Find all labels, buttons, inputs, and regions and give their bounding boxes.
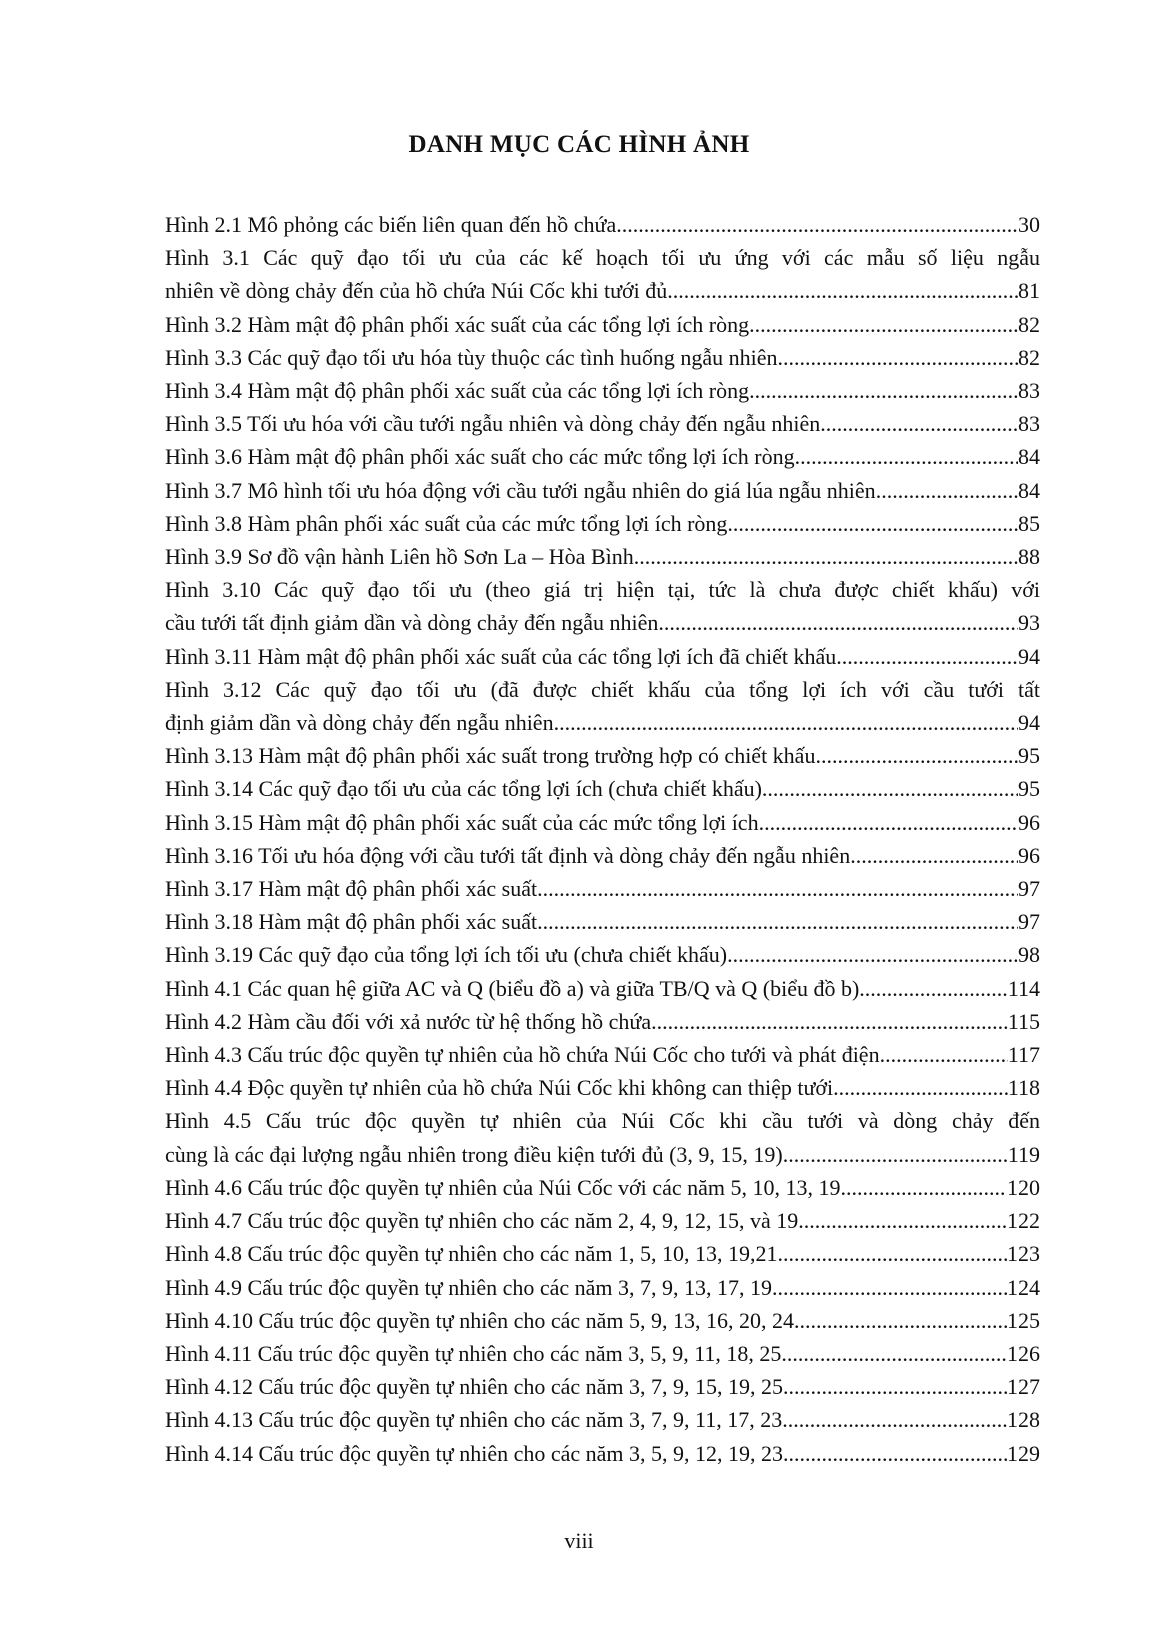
figure-entry-page: 127	[1007, 1374, 1040, 1400]
figure-entry-row	[165, 905, 1040, 938]
dot-leader	[554, 706, 1018, 739]
figure-entry	[165, 872, 1040, 905]
figure-entry-caption-line: Hình 3.10 Các quỹ đạo tối ưu (theo giá trị hiện tại, tức là chưa được chiết khấu) với	[165, 577, 1040, 603]
figure-entry-caption-line: Hình 3.12 Các quỹ đạo tối ưu (đã được chiết khấu của tổng lợi ích với cầu tưới tất	[165, 676, 1040, 702]
figure-entry-row	[165, 274, 1040, 307]
figure-entry-page: 84	[1018, 477, 1040, 503]
figure-entry-row	[165, 1138, 1040, 1171]
figure-entry-caption: định giảm dần và dòng chảy đến ngẫu nhiên	[165, 710, 554, 736]
figure-entry-page: 95	[1018, 776, 1040, 802]
figure-entry-row	[165, 374, 1040, 407]
figure-entry-caption: Hình 4.12 Cấu trúc độc quyền tự nhiên cho các năm 3, 7, 9, 15, 19, 25	[165, 1374, 784, 1400]
figure-entry-row	[165, 1071, 1040, 1104]
dot-leader	[783, 1437, 1007, 1470]
figure-entry-row	[165, 1437, 1040, 1470]
figure-entry-row	[165, 1237, 1040, 1270]
figure-entry-caption-line: Hình 4.5 Cấu trúc độc quyền tự nhiên của Núi Cốc khi cầu tưới và dòng chảy đến	[165, 1108, 1040, 1134]
figure-entry-caption: cầu tưới tất định giảm dần và dòng chảy đến ngẫu nhiên	[165, 610, 659, 636]
figure-entry	[165, 1005, 1040, 1038]
figure-entry-caption: Hình 3.5 Tối ưu hóa với cầu tưới ngẫu nhiên và dòng chảy đến ngẫu nhiên	[165, 411, 821, 437]
dot-leader	[840, 1171, 1007, 1204]
figure-entry-page: 118	[1007, 1075, 1040, 1101]
figure-entry-page: 94	[1018, 643, 1040, 669]
dot-leader	[798, 1204, 1007, 1237]
figure-entry	[165, 905, 1040, 938]
figure-entry-page: 93	[1018, 610, 1040, 636]
figure-entry-row	[165, 341, 1040, 374]
figure-entry-row	[165, 1370, 1040, 1403]
figure-entry-page: 83	[1018, 411, 1040, 437]
figure-entry-row	[165, 806, 1040, 839]
figure-entry-page: 97	[1018, 909, 1040, 935]
dot-leader	[634, 540, 1018, 573]
figure-entry-row	[165, 706, 1040, 739]
figure-entry-caption: Hình 3.14 Các quỹ đạo tối ưu của các tổng lợi ích (chưa chiết khấu)	[165, 776, 762, 802]
figure-entry-caption: Hình 3.6 Hàm mật độ phân phối xác suất cho các mức tổng lợi ích ròng	[165, 444, 795, 470]
dot-leader	[759, 806, 1018, 839]
figure-entry-page: 125	[1007, 1307, 1040, 1333]
figure-entry-row	[165, 440, 1040, 473]
figure-entry-page: 94	[1018, 710, 1040, 736]
figure-entry-row	[165, 839, 1040, 872]
dot-leader	[795, 440, 1018, 473]
figure-entry-row	[165, 772, 1040, 805]
figure-entry-page: 120	[1007, 1174, 1040, 1200]
figure-entry	[165, 1237, 1040, 1270]
dot-leader	[850, 839, 1018, 872]
dot-leader	[783, 1370, 1007, 1403]
figure-entry-row	[165, 1204, 1040, 1237]
figure-entry	[165, 938, 1040, 971]
dot-leader	[658, 606, 1018, 639]
figure-entry-row	[165, 1337, 1040, 1370]
figure-entry	[165, 208, 1040, 241]
dot-leader	[778, 1237, 1007, 1270]
figure-entry-page: 81	[1018, 278, 1040, 304]
figure-entry-caption: Hình 3.13 Hàm mật độ phân phối xác suất trong trường hợp có chiết khấu	[165, 743, 816, 769]
figure-entry-page: 117	[1007, 1042, 1040, 1068]
figure-entry-page: 30	[1018, 212, 1040, 237]
dot-leader	[820, 407, 1018, 440]
figure-entry-row	[165, 1171, 1040, 1204]
figure-entry-caption: Hình 4.10 Cấu trúc độc quyền tự nhiên cho các năm 5, 9, 13, 16, 20, 24	[165, 1307, 795, 1333]
figure-entry	[165, 640, 1040, 673]
figure-entry-page: 96	[1018, 809, 1040, 835]
figure-entry	[165, 1204, 1040, 1237]
figure-entry-caption: Hình 3.16 Tối ưu hóa động với cầu tưới tất định và dòng chảy đến ngẫu nhiên	[165, 842, 851, 868]
figure-entry-row	[165, 872, 1040, 905]
figure-entry-page: 114	[1007, 975, 1040, 1001]
figure-entry-row	[165, 540, 1040, 573]
figure-entry-row	[165, 938, 1040, 971]
figure-entry	[165, 673, 1040, 739]
dot-leader	[876, 474, 1018, 507]
figure-entry-caption: Hình 3.11 Hàm mật độ phân phối xác suất của các tổng lợi ích đã chiết khấu	[165, 643, 837, 669]
figure-entry	[165, 972, 1040, 1005]
figure-entry	[165, 1104, 1040, 1170]
figure-entry-caption: Hình 3.8 Hàm phân phối xác suất của các mức tổng lợi ích ròng	[165, 510, 728, 536]
dot-leader	[616, 208, 1018, 241]
figure-entry-row	[165, 308, 1040, 341]
dot-leader	[781, 1337, 1007, 1370]
figure-entry-page: 98	[1018, 942, 1040, 968]
dot-leader	[836, 640, 1018, 673]
figure-entry	[165, 341, 1040, 374]
figure-entry-caption: Hình 3.17 Hàm mật độ phân phối xác suất	[165, 876, 538, 902]
figure-entry-caption: Hình 4.4 Độc quyền tự nhiên của hồ chứa Núi Cốc khi không can thiệp tưới	[165, 1075, 834, 1101]
figure-entry-row	[165, 507, 1040, 540]
figure-entry-page: 126	[1007, 1340, 1040, 1366]
figure-entry-caption-line: Hình 3.1 Các quỹ đạo tối ưu của các kế hoạch tối ưu ứng với các mẫu số liệu ngẫu	[165, 245, 1040, 271]
dot-leader	[749, 308, 1018, 341]
figure-entry-caption: Hình 3.2 Hàm mật độ phân phối xác suất của các tổng lợi ích ròng	[165, 311, 750, 337]
page-number: viii	[564, 1528, 594, 1553]
figure-entry-row	[165, 1005, 1040, 1038]
dot-leader	[880, 1038, 1008, 1071]
figure-entry	[165, 739, 1040, 772]
dot-leader	[859, 972, 1008, 1005]
dot-leader	[651, 1005, 1008, 1038]
dot-leader	[782, 1403, 1007, 1436]
figure-entry-caption: Hình 4.1 Các quan hệ giữa AC và Q (biểu đồ a) và giữa TB/Q và Q (biểu đồ b)	[165, 975, 860, 1001]
figure-entry-page: 82	[1018, 344, 1040, 370]
figure-entry-page: 124	[1007, 1274, 1040, 1300]
figure-entry-page: 115	[1007, 1008, 1040, 1034]
figure-entry	[165, 440, 1040, 473]
figure-entry	[165, 1171, 1040, 1204]
figure-entry-row	[165, 407, 1040, 440]
figure-entry-row	[165, 1403, 1040, 1436]
figure-entry	[165, 374, 1040, 407]
figure-entry-page: 122	[1007, 1208, 1040, 1234]
dot-leader	[667, 274, 1018, 307]
figure-entry-row	[165, 739, 1040, 772]
figure-entry-page: 83	[1018, 378, 1040, 404]
figure-entry-caption: Hình 3.3 Các quỹ đạo tối ưu hóa tùy thuộc các tình huống ngẫu nhiên	[165, 344, 778, 370]
figure-entry-page: 85	[1018, 510, 1040, 536]
figure-entry-caption: Hình 4.6 Cấu trúc độc quyền tự nhiên của Núi Cốc với các năm 5, 10, 13, 19	[165, 1174, 841, 1200]
figure-entry	[165, 573, 1040, 639]
dot-leader	[778, 341, 1018, 374]
figure-entry-row	[165, 972, 1040, 1005]
dot-leader	[794, 1304, 1007, 1337]
dot-leader	[833, 1071, 1008, 1104]
figure-entry	[165, 806, 1040, 839]
figure-entry-caption: Hình 4.11 Cấu trúc độc quyền tự nhiên cho các năm 3, 5, 9, 11, 18, 25	[165, 1340, 782, 1366]
figure-entry-caption: nhiên về dòng chảy đến của hồ chứa Núi Cốc khi tưới đủ	[165, 278, 668, 304]
figure-entry-caption: Hình 4.9 Cấu trúc độc quyền tự nhiên cho các năm 3, 7, 9, 13, 17, 19	[165, 1274, 773, 1300]
figure-entry-caption: Hình 3.19 Các quỹ đạo của tổng lợi ích tối ưu (chưa chiết khấu)	[165, 942, 728, 968]
dot-leader	[749, 374, 1018, 407]
figure-entry	[165, 1403, 1040, 1436]
figure-entry-page: 129	[1007, 1440, 1040, 1466]
figure-entry-row	[165, 1271, 1040, 1304]
page-title: DANH MỤC CÁC HÌNH ẢNH	[408, 131, 750, 158]
figure-entry	[165, 772, 1040, 805]
figure-entry-caption: Hình 4.7 Cấu trúc độc quyền tự nhiên cho các năm 2, 4, 9, 12, 15, và 19	[165, 1208, 799, 1234]
dot-leader	[815, 739, 1018, 772]
figure-entry-row	[165, 640, 1040, 673]
figure-entry-row	[165, 1038, 1040, 1071]
figure-entry-caption: Hình 3.9 Sơ đồ vận hành Liên hồ Sơn La – Hòa Bình	[165, 544, 634, 570]
figure-entry-page: 88	[1018, 544, 1040, 570]
figure-entry-row	[165, 606, 1040, 639]
figure-entry-row	[165, 474, 1040, 507]
figure-list	[165, 208, 1040, 1470]
figure-entry	[165, 474, 1040, 507]
dot-leader	[537, 905, 1018, 938]
figure-entry-caption: Hình 3.4 Hàm mật độ phân phối xác suất của các tổng lợi ích ròng	[165, 378, 750, 404]
figure-entry	[165, 308, 1040, 341]
figure-entry	[165, 1038, 1040, 1071]
figure-entry	[165, 507, 1040, 540]
figure-entry-caption: Hình 3.15 Hàm mật độ phân phối xác suất của các mức tổng lợi ích	[165, 809, 759, 835]
figure-entry	[165, 1437, 1040, 1470]
figure-entry-row	[165, 1304, 1040, 1337]
dot-leader	[537, 872, 1018, 905]
figure-entry	[165, 1271, 1040, 1304]
figure-entry	[165, 1337, 1040, 1370]
figure-entry	[165, 540, 1040, 573]
dot-leader	[727, 938, 1018, 971]
figure-entry-caption: cùng là các đại lượng ngẫu nhiên trong điều kiện tưới đủ (3, 9, 15, 19)	[165, 1141, 783, 1167]
figure-entry	[165, 839, 1040, 872]
figure-entry	[165, 1304, 1040, 1337]
figure-entry-page: 97	[1018, 876, 1040, 902]
figure-entry-page: 123	[1007, 1241, 1040, 1267]
figure-entry-caption: Hình 4.2 Hàm cầu đối với xả nước từ hệ thống hồ chứa	[165, 1008, 652, 1034]
figure-entry-page: 96	[1018, 842, 1040, 868]
figure-entry-caption: Hình 3.7 Mô hình tối ưu hóa động với cầu tưới ngẫu nhiên do giá lúa ngẫu nhiên	[165, 477, 876, 503]
figure-entry-page: 82	[1018, 311, 1040, 337]
dot-leader	[727, 507, 1018, 540]
dot-leader	[762, 772, 1018, 805]
figure-entry-caption: Hình 3.18 Hàm mật độ phân phối xác suất	[165, 909, 538, 935]
figure-entry	[165, 241, 1040, 307]
figure-entry-caption: Hình 4.3 Cấu trúc độc quyền tự nhiên của hồ chứa Núi Cốc cho tưới và phát điện	[165, 1042, 880, 1068]
figure-entry	[165, 1071, 1040, 1104]
figure-entry-caption: Hình 4.8 Cấu trúc độc quyền tự nhiên cho các năm 1, 5, 10, 13, 19,21	[165, 1241, 778, 1267]
figure-entry	[165, 407, 1040, 440]
figure-entry-page: 84	[1018, 444, 1040, 470]
figure-entry	[165, 1370, 1040, 1403]
figure-entry-caption: Hình 2.1 Mô phỏng các biến liên quan đến hồ chứa	[165, 212, 617, 237]
figure-entry-page: 128	[1007, 1407, 1040, 1433]
dot-leader	[783, 1138, 1008, 1171]
figure-entry-row	[165, 208, 1040, 241]
figure-entry-caption: Hình 4.13 Cấu trúc độc quyền tự nhiên cho các năm 3, 7, 9, 11, 17, 23	[165, 1407, 783, 1433]
figure-entry-page: 119	[1007, 1141, 1040, 1167]
figure-entry-caption: Hình 4.14 Cấu trúc độc quyền tự nhiên cho các năm 3, 5, 9, 12, 19, 23	[165, 1440, 784, 1466]
figure-entry-page: 95	[1018, 743, 1040, 769]
dot-leader	[772, 1271, 1007, 1304]
